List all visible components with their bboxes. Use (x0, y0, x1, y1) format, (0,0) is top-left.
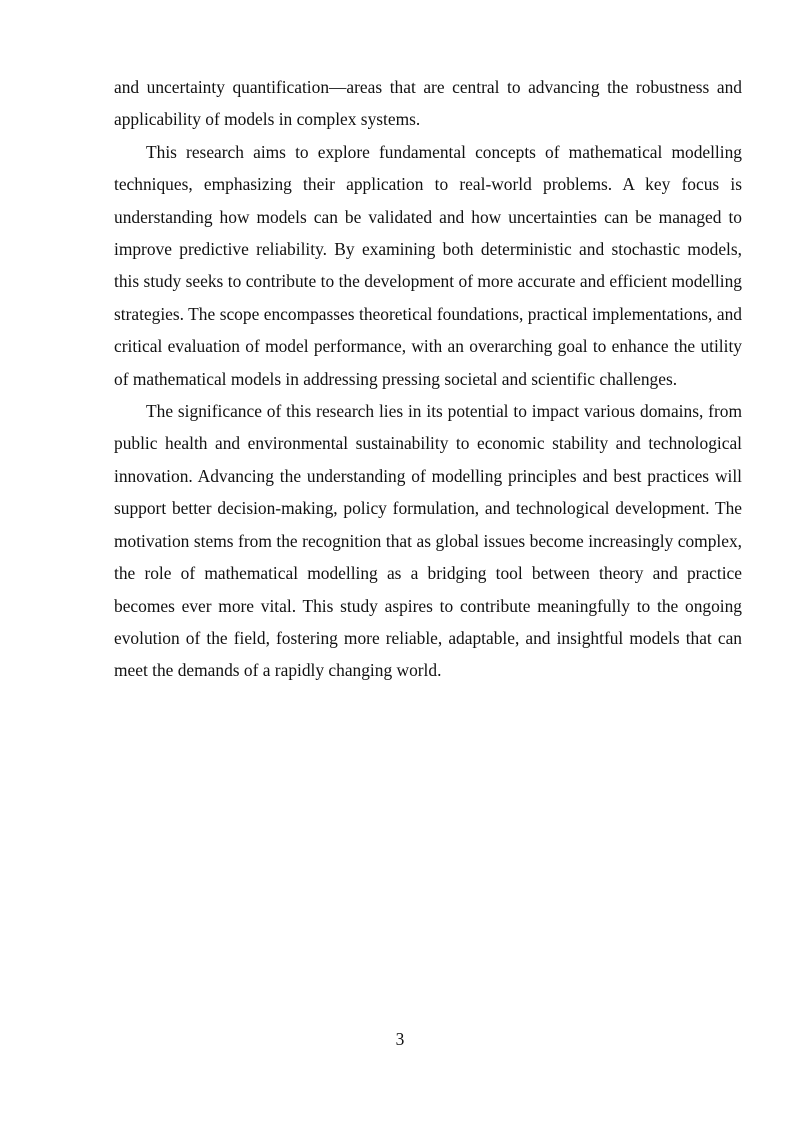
paragraph-significance: The significance of this research lies in its potential to impact various domains, from public health and environmental sustainability to economic stability and technological innovation. Advancing the understanding of modelling principles and best practices will support better decision-making, policy formulation, and technological development. The motivation stems from the recognition that as global issues become increasingly complex, the role of mathematical modelling as a bridging tool between theory and practice becomes ever more vital. This study aspires to contribute meaningfully to the ongoing evolution of the field, fostering more reliable, adaptable, and insightful models that can meet the demands of a rapidly changing world. (114, 401, 742, 681)
paragraph-research-aims: This research aims to explore fundamental concepts of mathematical modelling techniques, emphasizing their application to real-world problems. A key focus is understanding how models can be validated and how uncertainties can be managed to improve predictive reliability. By examining both deterministic and stochastic models, this study seeks to contribute to the development of more accurate and efficient modelling strategies. The scope encompasses theoretical foundations, practical implementations, and critical evaluation of model performance, with an overarching goal to enhance the utility of mathematical models in addressing pressing societal and scientific challenges. (114, 141, 742, 389)
paragraph-continued: and uncertainty quantification—areas that are central to advancing the robustness and applicability of models in complex systems. (114, 77, 742, 130)
body-text (114, 71, 742, 687)
page-number: 3 (395, 1029, 405, 1049)
